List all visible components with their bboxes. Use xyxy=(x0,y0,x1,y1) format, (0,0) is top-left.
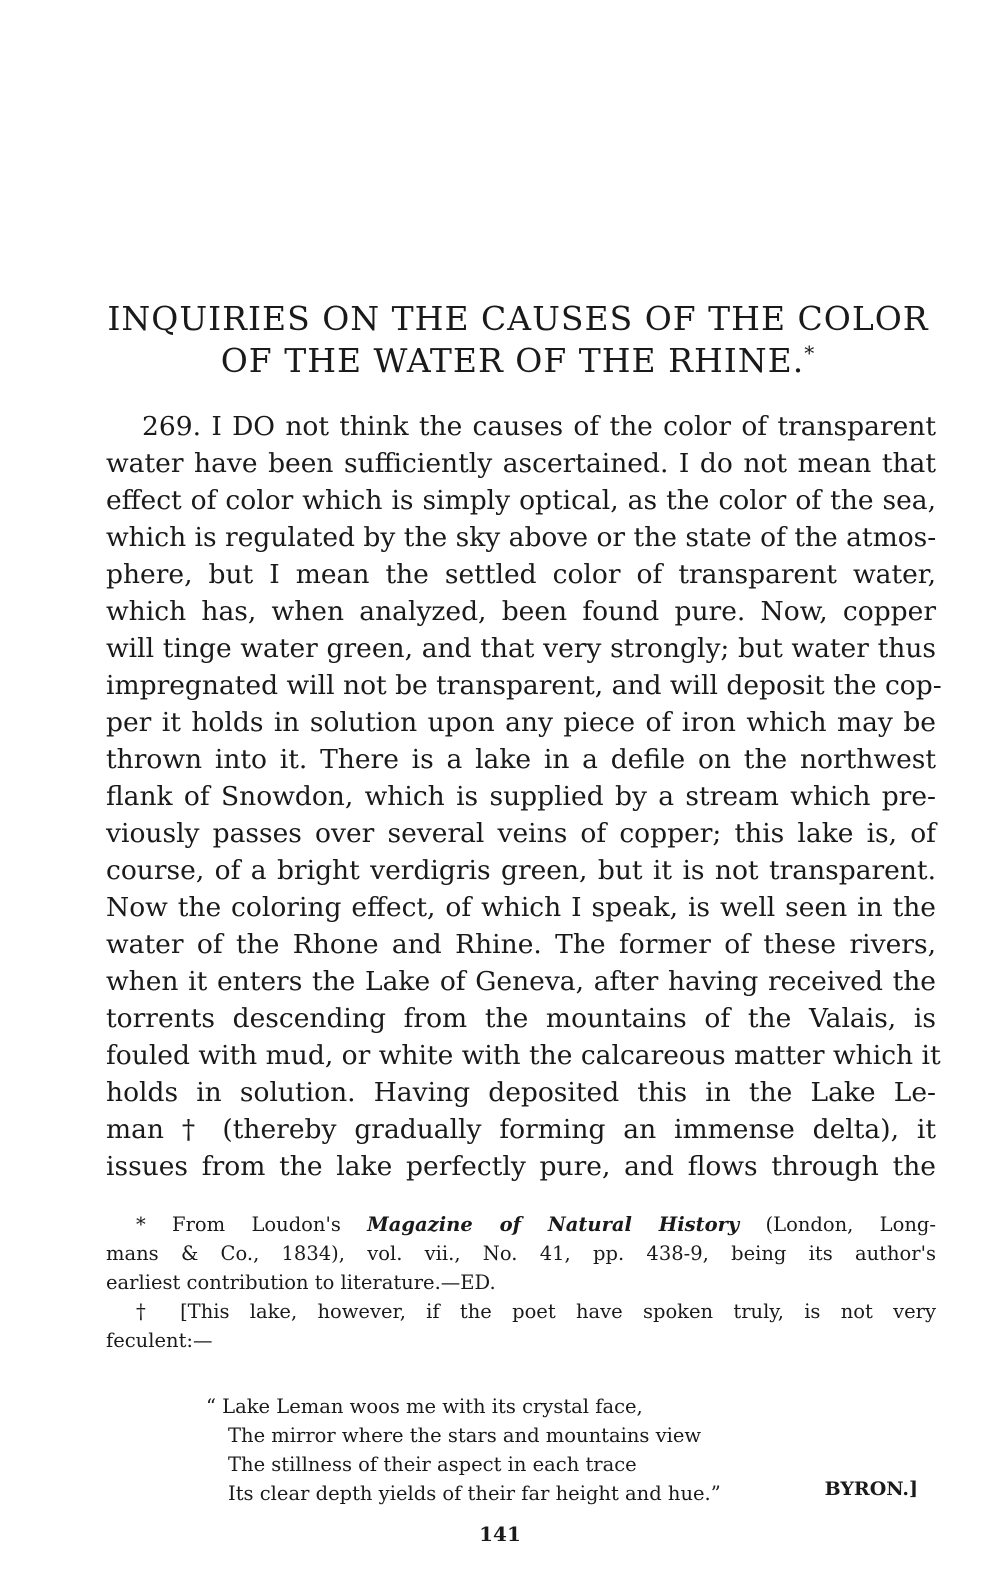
paragraph-line: phere, but I mean the settled color of transparent water, xyxy=(106,559,936,590)
paragraph-line: issues from the lake perfectly pure, and flows through the xyxy=(106,1151,936,1182)
paragraph-line: Now the coloring effect, of which I speak, is well seen in the xyxy=(106,892,936,923)
paragraph-line: water of the Rhone and Rhine. The former of these rivers, xyxy=(106,929,936,960)
paragraph-line: when it enters the Lake of Geneva, after having received the xyxy=(106,966,936,997)
title-footnote-marker: * xyxy=(804,341,816,365)
page-number: 141 xyxy=(479,1522,521,1546)
footnote-1-line: mans & Co., 1834), vol. vii., No. 41, pp. 438-9, being its author's xyxy=(106,1242,936,1265)
footnote-2-line: feculent:— xyxy=(106,1329,213,1352)
title-line-2-text: OF THE WATER OF THE RHINE. xyxy=(220,341,805,380)
paragraph-line: thrown into it. There is a lake in a defile on the northwest xyxy=(106,744,936,775)
paragraph-line: torrents descending from the mountains of the Valais, is xyxy=(106,1003,936,1034)
paragraph-line: holds in solution. Having deposited this in the Lake Le- xyxy=(106,1077,936,1108)
footnote-2-line: † [This lake, however, if the poet have spoken truly, is not very xyxy=(136,1300,936,1323)
footnote-1-text: * From Loudon's xyxy=(136,1213,368,1236)
poem-line: The mirror where the stars and mountains view xyxy=(228,1424,702,1447)
paragraph-line: viously passes over several veins of copper; this lake is, of xyxy=(106,818,936,849)
paragraph-line: per it holds in solution upon any piece of iron which may be xyxy=(106,707,936,738)
paragraph-line: impregnated will not be transparent, and will deposit the cop- xyxy=(106,670,942,701)
quoted-poem xyxy=(206,1392,721,1508)
paragraph-line: will tinge water green, and that very strongly; but water thus xyxy=(106,633,936,664)
title-line-1: INQUIRIES ON THE CAUSES OF THE COLOR xyxy=(107,299,929,338)
paragraph-line xyxy=(106,408,936,445)
poem-attribution: BYRON.] xyxy=(824,1478,918,1500)
paragraph-line: man † (thereby gradually forming an immense delta), it xyxy=(106,1114,936,1145)
footnote-1-text: (London, Long- xyxy=(739,1213,936,1236)
paragraph-line: flank of Snowdon, which is supplied by a stream which pre- xyxy=(106,781,936,812)
paragraph-line: effect of color which is simply optical, as the color of the sea, xyxy=(106,485,936,516)
magazine-title: Magazine of Natural History xyxy=(367,1213,740,1236)
paragraph-line: course, of a bright verdigris green, but it is not transparent. xyxy=(106,855,936,886)
poem-line: Its clear depth yields of their far height and hue.” xyxy=(228,1482,721,1505)
footnote-1-line xyxy=(106,1210,936,1239)
paragraph-line-text: I DO not think the causes of the color of transparent xyxy=(211,411,936,442)
footnotes xyxy=(106,1210,936,1355)
article-title xyxy=(100,298,936,382)
paragraph-line: fouled with mud, or white with the calcareous matter which it xyxy=(106,1040,941,1071)
footnote-1-line: earliest contribution to literature.—ED. xyxy=(106,1271,496,1294)
paragraph-line: water have been sufficiently ascertained. I do not mean that xyxy=(106,448,936,479)
paragraph-line: which has, when analyzed, been found pure. Now, copper xyxy=(106,596,936,627)
poem-line: “ Lake Leman woos me with its crystal face, xyxy=(206,1395,643,1418)
poem-line: The stillness of their aspect in each trace xyxy=(228,1453,637,1476)
paragraph-number: 269. xyxy=(142,411,202,442)
title-line-2 xyxy=(100,340,936,382)
paragraph-line: which is regulated by the sky above or the state of the atmos- xyxy=(106,522,937,553)
main-paragraph xyxy=(106,408,942,1185)
